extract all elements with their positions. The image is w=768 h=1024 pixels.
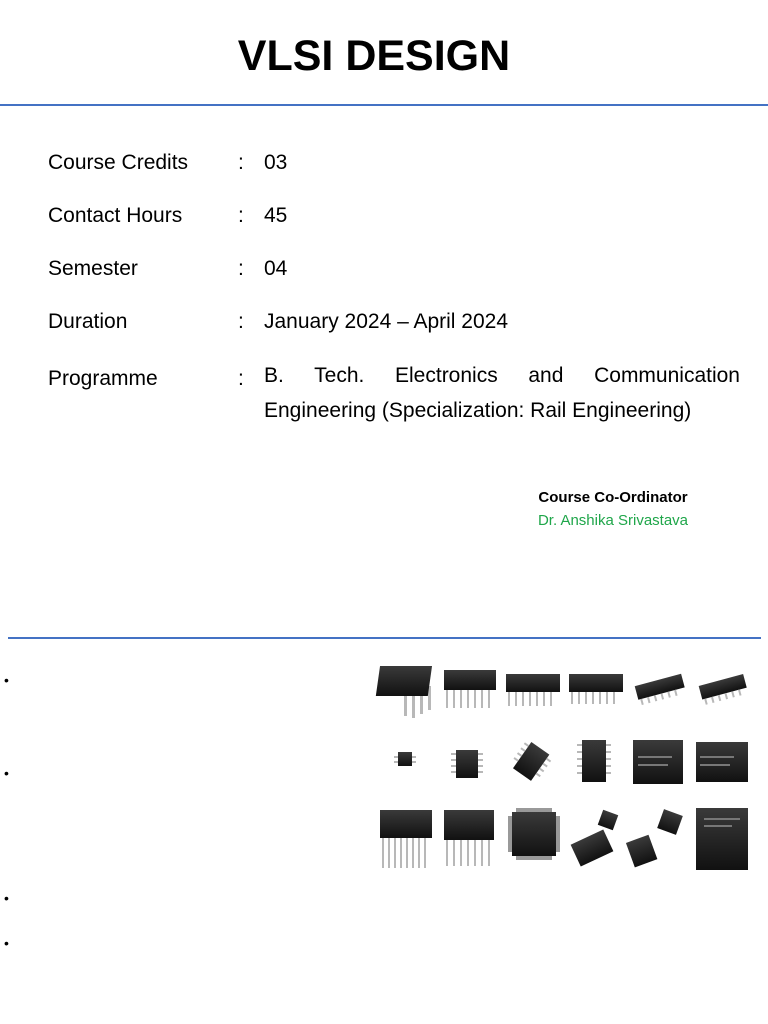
detail-row-contact-hours bbox=[48, 203, 740, 229]
top-divider bbox=[0, 104, 768, 106]
detail-separator: : bbox=[238, 204, 244, 227]
bullet-point: • bbox=[4, 890, 9, 906]
bullet-point: • bbox=[4, 935, 9, 951]
coordinator-name: Dr. Anshika Srivastava bbox=[537, 512, 689, 529]
detail-row-programme bbox=[48, 362, 740, 428]
section-divider bbox=[8, 637, 761, 639]
detail-value: B. Tech. Electronics and Communication Engineering (Specialization: Rail Engineering) bbox=[264, 364, 740, 422]
bullet-point: • bbox=[4, 672, 9, 688]
detail-row-duration bbox=[48, 309, 740, 335]
page-title: VLSI DESIGN bbox=[237, 32, 511, 80]
detail-separator: : bbox=[238, 151, 244, 174]
detail-value: 45 bbox=[264, 204, 288, 227]
ic-chips-image bbox=[374, 652, 756, 874]
bullet-point: • bbox=[4, 765, 9, 781]
detail-value: 04 bbox=[264, 257, 288, 280]
detail-label: Duration bbox=[48, 310, 128, 333]
detail-label: Contact Hours bbox=[48, 204, 183, 227]
detail-label: Course Credits bbox=[48, 151, 189, 174]
detail-value: 03 bbox=[264, 151, 288, 174]
detail-label: Semester bbox=[48, 257, 138, 280]
detail-label: Programme bbox=[48, 367, 158, 390]
detail-separator: : bbox=[238, 367, 244, 390]
course-coordinator bbox=[470, 486, 756, 532]
detail-separator: : bbox=[238, 310, 244, 333]
coordinator-heading: Course Co-Ordinator bbox=[538, 489, 688, 506]
detail-row-credits bbox=[48, 150, 740, 176]
detail-value: January 2024 – April 2024 bbox=[264, 310, 509, 333]
detail-separator: : bbox=[238, 257, 244, 280]
course-details bbox=[48, 150, 740, 455]
detail-row-semester bbox=[48, 256, 740, 282]
